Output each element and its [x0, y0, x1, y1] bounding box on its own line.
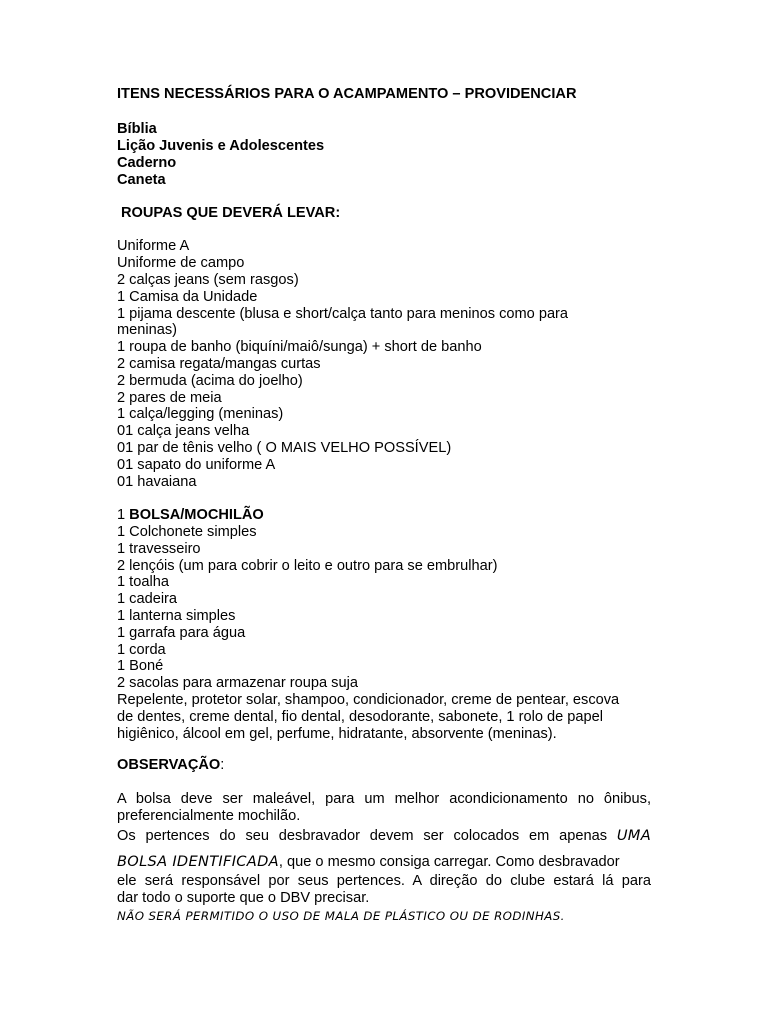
gear-item: 1 lanterna simples: [117, 608, 236, 624]
gear-item: 1 travesseiro: [117, 541, 201, 557]
study-item: Caderno: [117, 155, 177, 171]
observation-text: Os pertences do seu desbravador devem ser colocados em apenas: [117, 828, 607, 844]
clothes-item: 1 pijama descente (blusa e short/calça tanto para meninos como para: [117, 306, 569, 322]
toiletries-line: de dentes, creme dental, fio dental, desodorante, sabonete, 1 rolo de papel: [117, 709, 603, 725]
gear-item: 2 lençóis (um para cobrir o leito e outro para se embrulhar): [117, 558, 498, 574]
observation-text: , que o mesmo consiga carregar. Como desbravador: [278, 854, 620, 870]
gear-item: 1 cadeira: [117, 591, 178, 607]
clothes-item: 01 havaiana: [117, 474, 197, 490]
clothes-item: 1 Camisa da Unidade: [117, 289, 258, 305]
observation-paragraph-1-line: A bolsa deve ser maleável, para um melhor acondicionamento no ônibus,: [117, 791, 651, 807]
toiletries-line: Repelente, protetor solar, shampoo, condicionador, creme de pentear, escova: [117, 692, 620, 708]
clothes-item: 2 pares de meia: [117, 390, 222, 406]
observation-label: OBSERVAÇÃO: [117, 757, 221, 773]
bag-item: [117, 507, 264, 524]
gear-item: 1 Boné: [117, 658, 164, 674]
bag-label: BOLSA/MOCHILÃO: [129, 507, 264, 523]
clothes-item: 01 par de tênis velho ( O MAIS VELHO POSSÍVEL): [117, 440, 452, 456]
study-item: Caneta: [117, 172, 166, 188]
final-warning: NÃO SERÁ PERMITIDO O USO DE MALA DE PLÁSTICO OU DE RODINHAS.: [117, 909, 565, 923]
clothes-item: 1 calça/legging (meninas): [117, 406, 284, 422]
clothes-item: 2 bermuda (acima do joelho): [117, 373, 303, 389]
clothes-heading: ROUPAS QUE DEVERÁ LEVAR:: [121, 205, 341, 221]
bag-quantity: 1: [117, 507, 130, 523]
page-title: ITENS NECESSÁRIOS PARA O ACAMPAMENTO – PROVIDENCIAR: [117, 86, 577, 102]
clothes-item: Uniforme de campo: [117, 255, 245, 271]
handwritten-emphasis: BOLSA IDENTIFICADA: [117, 853, 279, 870]
observation-paragraph-2-line: [117, 827, 651, 845]
study-item: Bíblia: [117, 121, 157, 137]
observation-paragraph-2-line: ele será responsável por seus pertences. A direção do clube estará lá para: [117, 873, 651, 889]
toiletries-line: higiênico, álcool em gel, perfume, hidratante, absorvente (meninas).: [117, 726, 557, 742]
gear-item: 1 Colchonete simples: [117, 524, 257, 540]
clothes-item: 01 sapato do uniforme A: [117, 457, 276, 473]
observation-paragraph-2-line: dar todo o suporte que o DBV precisar.: [117, 890, 370, 906]
observation-paragraph-1-line: preferencialmente mochilão.: [117, 808, 301, 824]
gear-item: 1 toalha: [117, 574, 169, 590]
clothes-item: 2 camisa regata/mangas curtas: [117, 356, 321, 372]
gear-item: 1 corda: [117, 642, 166, 658]
clothes-item: meninas): [117, 322, 178, 338]
study-item: Lição Juvenis e Adolescentes: [117, 138, 325, 154]
observation-colon: :: [220, 757, 225, 773]
clothes-item: 01 calça jeans velha: [117, 423, 250, 439]
clothes-item: 2 calças jeans (sem rasgos): [117, 272, 299, 288]
observation-paragraph-2-line: [117, 853, 620, 871]
clothes-item: Uniforme A: [117, 238, 190, 254]
handwritten-emphasis: UMA: [616, 827, 651, 844]
clothes-item: 1 roupa de banho (biquíni/maiô/sunga) + short de banho: [117, 339, 482, 355]
gear-item: 2 sacolas para armazenar roupa suja: [117, 675, 358, 691]
observation-heading: [117, 757, 224, 774]
gear-item: 1 garrafa para água: [117, 625, 246, 641]
